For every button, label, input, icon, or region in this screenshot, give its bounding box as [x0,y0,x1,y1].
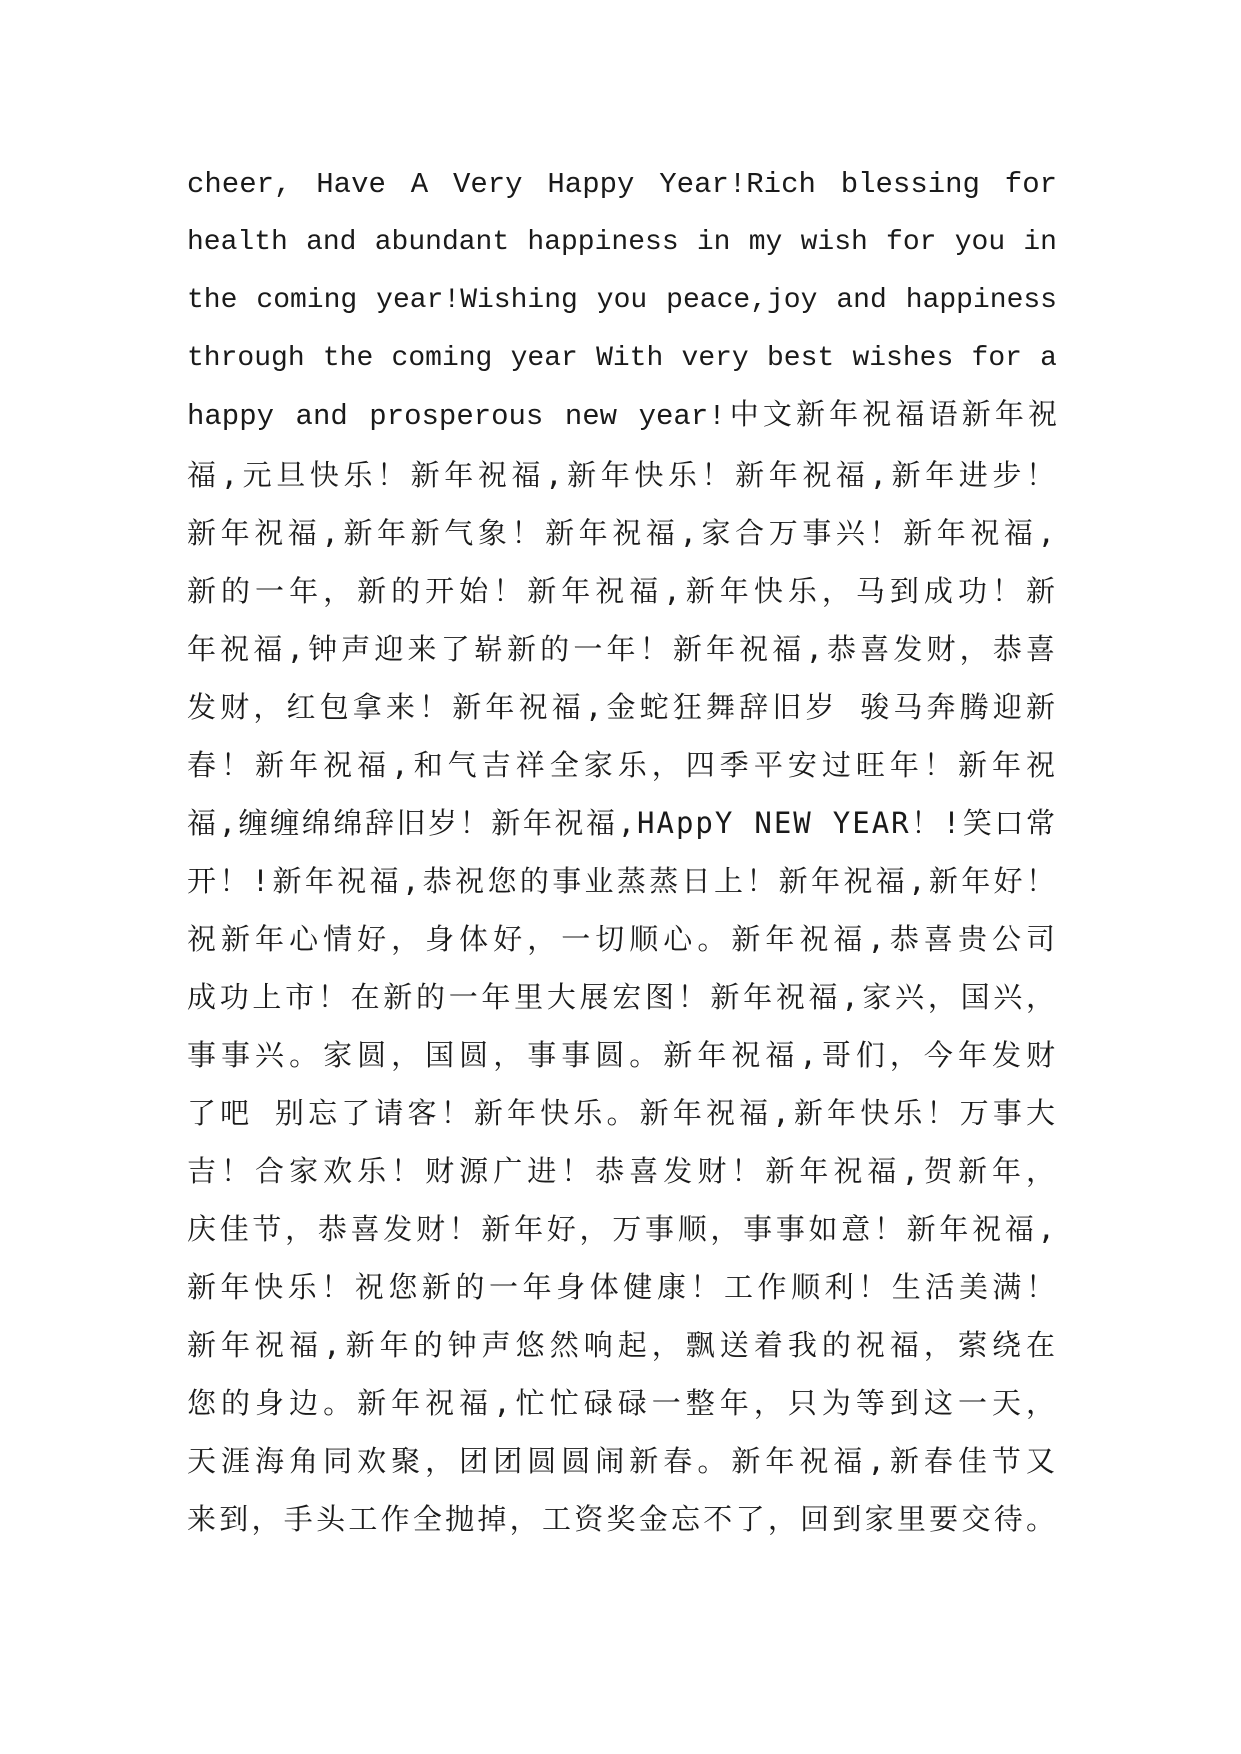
text-line: 福,缠缠绵绵辞旧岁！新年祝福,HAppY NEW YEAR！!笑口常 [187,806,1057,840]
text-line: 福,元旦快乐！新年祝福,新年快乐！新年祝福,新年进步！ [187,458,1057,492]
text-line: 新年祝福,新年的钟声悠然响起，飘送着我的祝福，萦绕在 [187,1328,1057,1362]
text-line: cheer, Have A Very Happy Year!Rich blessing for [187,168,1057,201]
text-line: 新年祝福,新年新气象！新年祝福,家合万事兴！新年祝福, [187,516,1057,550]
text-line: 天涯海角同欢聚，团团圆圆闹新春。新年祝福,新春佳节又 [187,1444,1057,1478]
text-line: 来到，手头工作全抛掉，工资奖金忘不了，回到家里要交待。 [187,1502,1057,1536]
text-line: 事事兴。家圆，国圆，事事圆。新年祝福,哥们，今年发财 [187,1038,1057,1072]
text-line: 您的身边。新年祝福,忙忙碌碌一整年，只为等到这一天， [187,1386,1057,1420]
text-line: 庆佳节，恭喜发财！新年好，万事顺，事事如意！新年祝福, [187,1212,1057,1246]
text-line: 祝新年心情好，身体好，一切顺心。新年祝福,恭喜贵公司 [187,922,1057,956]
text-line: 开！!新年祝福,恭祝您的事业蒸蒸日上！新年祝福,新年好！ [187,864,1057,898]
text-line: 年祝福,钟声迎来了崭新的一年！新年祝福,恭喜发财，恭喜 [187,632,1057,666]
text-line: 新的一年，新的开始！新年祝福,新年快乐，马到成功！新 [187,574,1057,608]
text-line: 成功上市！在新的一年里大展宏图！新年祝福,家兴，国兴， [187,980,1057,1014]
text-line: health and abundant happiness in my wish for you in [187,227,1057,258]
text-line: through the coming year With very best wishes for a [187,343,1057,374]
text-line: 发财，红包拿来！新年祝福,金蛇狂舞辞旧岁 骏马奔腾迎新 [187,690,1057,724]
text-line: 新年快乐！祝您新的一年身体健康！工作顺利！生活美满！ [187,1270,1057,1304]
text-line: 了吧 别忘了请客！新年快乐。新年祝福,新年快乐！万事大 [187,1096,1057,1130]
text-line: happy and prosperous new year!中文新年祝福语新年祝 [187,400,1057,433]
text-line: 春！新年祝福,和气吉祥全家乐，四季平安过旺年！新年祝 [187,748,1057,782]
body-text [187,161,1057,1553]
text-line: the coming year!Wishing you peace,joy and happiness [187,285,1057,316]
text-line: 吉！合家欢乐！财源广进！恭喜发财！新年祝福,贺新年， [187,1154,1057,1188]
